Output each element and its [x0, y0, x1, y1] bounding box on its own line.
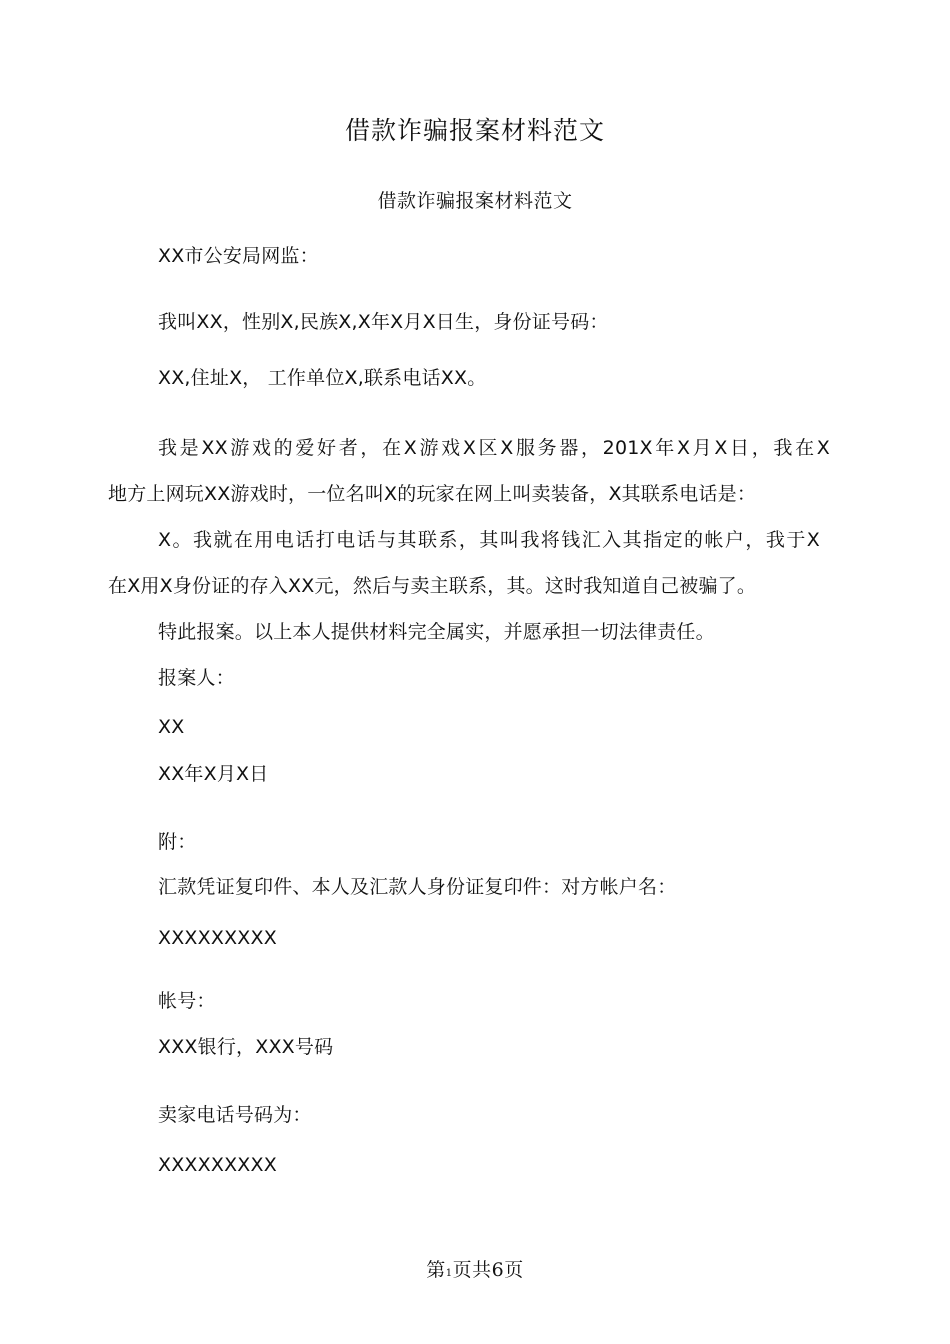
report-date: XX年X月X日: [158, 763, 269, 785]
body-line: 我是XX游戏的爱好者，在X游戏X区X服务器，201X年X月X日，我在X: [158, 437, 830, 459]
attachment-label: 附：: [158, 831, 197, 853]
document-title: 借款诈骗报案材料范文: [344, 116, 605, 145]
account-number-value: XXX银行，XXX号码: [158, 1036, 334, 1058]
footer-suffix: 页共6页: [452, 1259, 524, 1281]
body-line: X。我就在用电话打电话与其联系，其叫我将钱汇入其指定的帐户，我于X: [158, 529, 820, 551]
page-footer: [0, 1257, 950, 1287]
footer-page-number: 1: [445, 1268, 453, 1279]
reporter-name: XX: [158, 716, 185, 738]
body-line: 地方上网玩XX游戏时，一位名叫X的玩家在网上叫卖装备，X其联系电话是：: [108, 483, 757, 505]
body-line: 在X用X身份证的存入XX元，然后与卖主联系，其。这时我知道自己被骗了。: [108, 575, 757, 597]
account-name-value: XXXXXXXXX: [158, 927, 277, 949]
seller-phone-value: XXXXXXXXX: [158, 1154, 277, 1176]
attachment-line: 汇款凭证复印件、本人及汇款人身份证复印件：对方帐户名：: [158, 876, 677, 898]
seller-phone-label: 卖家电话号码为：: [158, 1104, 312, 1126]
body-line: 我叫XX，性别X,民族X,X年X月X日生，身份证号码：: [158, 311, 609, 333]
footer-prefix: 第: [426, 1259, 446, 1281]
document-subtitle: 借款诈骗报案材料范文: [377, 190, 573, 212]
account-number-label: 帐号：: [158, 990, 216, 1012]
salutation: XX市公安局网监：: [158, 245, 319, 267]
body-line: 特此报案。以上本人提供材料完全属实，并愿承担一切法律责任。: [158, 621, 715, 643]
body-line: XX,住址X， 工作单位X,联系电话XX。: [158, 367, 487, 389]
reporter-label: 报案人：: [158, 667, 235, 689]
